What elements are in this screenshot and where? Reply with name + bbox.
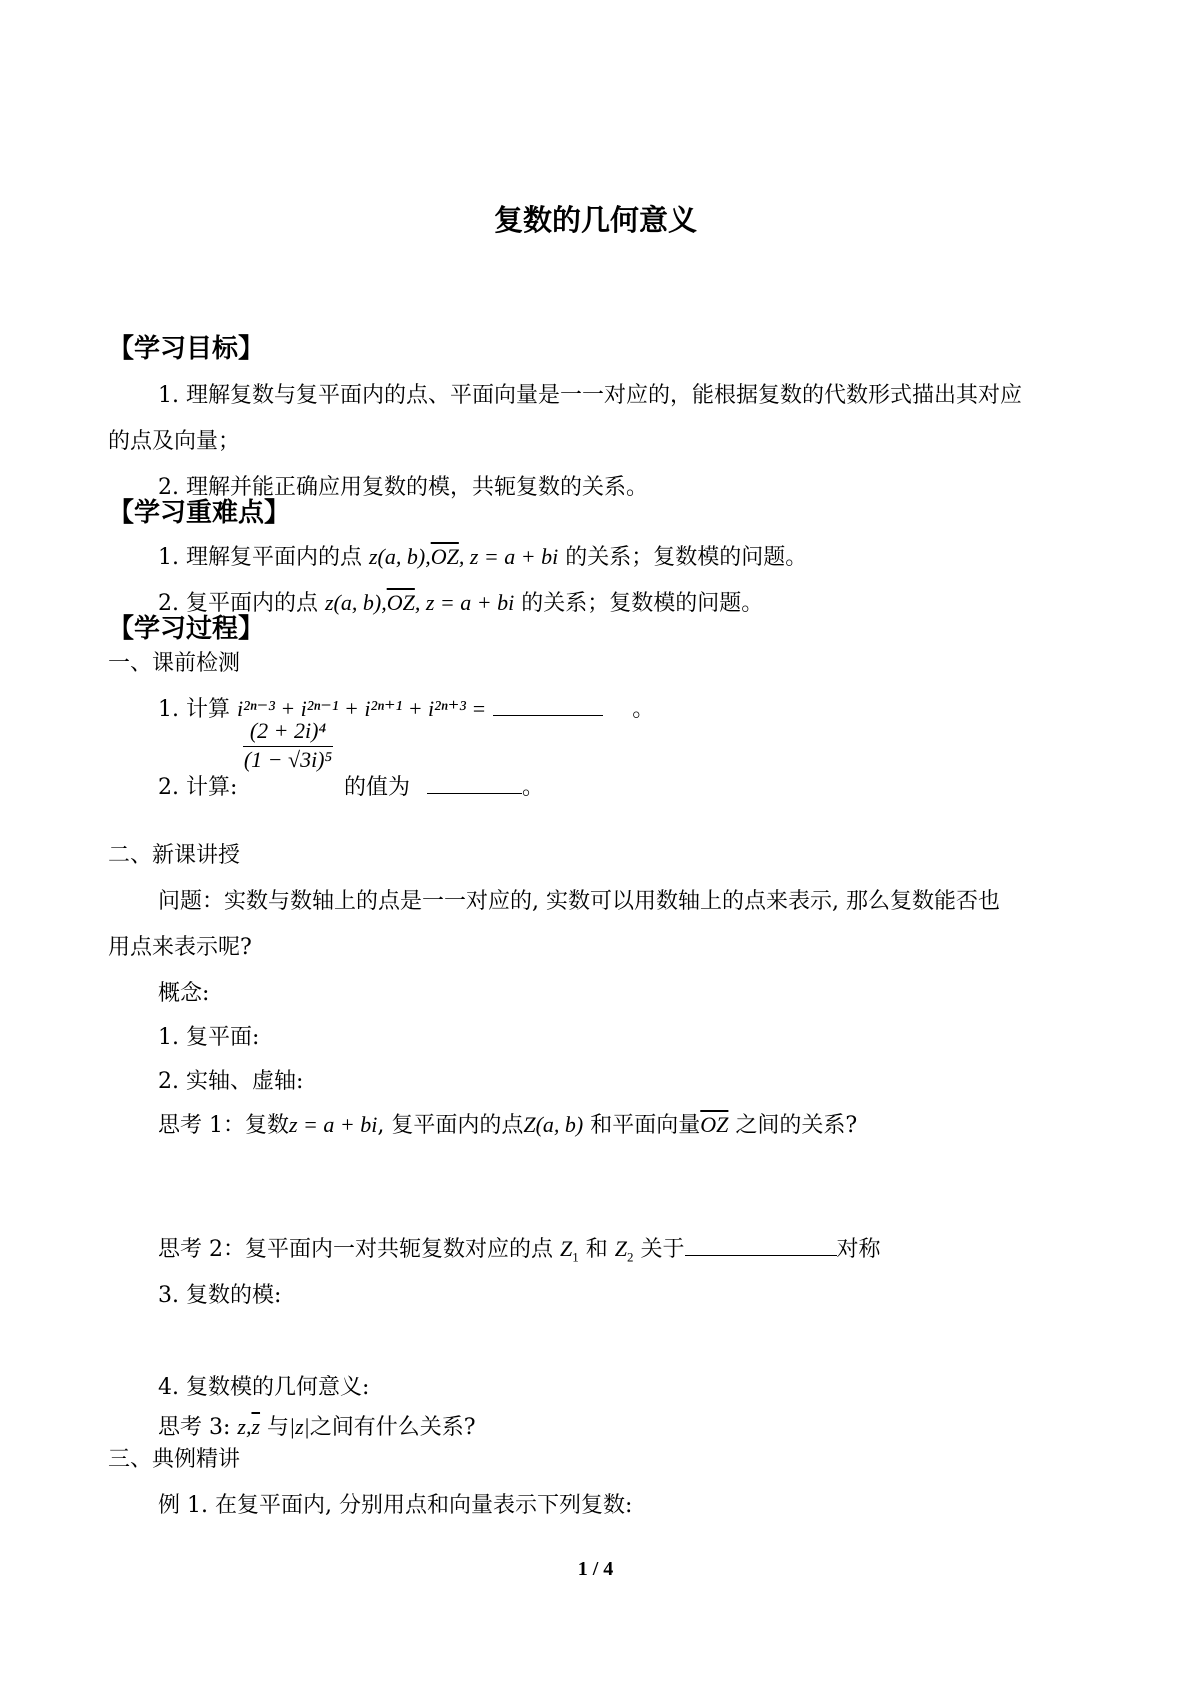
section-heading-process: 【学习过程】 (108, 614, 265, 644)
key-point-1-vector: $\overline{OZ}$ (430, 544, 459, 569)
concept-label: 概念: (158, 981, 210, 1006)
think-3-zbar: $\overline{z}$ (251, 1414, 261, 1439)
think-2 (158, 1232, 881, 1265)
part-2-heading: 二、新课讲授 (108, 843, 241, 868)
question-2-fraction (243, 718, 333, 773)
concept-1: 1. 复平面: (158, 1025, 260, 1050)
think-2-z1-sub: 1 (572, 1249, 579, 1265)
think-3-z: z, (237, 1414, 252, 1439)
key-point-1-prefix: 1. 理解复平面内的点 (158, 545, 362, 570)
key-point-1-suffix: 的关系；复数模的问题。 (565, 545, 808, 570)
question-1-answer-blank[interactable] (493, 693, 603, 716)
think-2-answer-blank[interactable] (685, 1233, 837, 1256)
think-2-z2 (614, 1236, 634, 1265)
question-2-answer-blank[interactable] (427, 771, 522, 794)
question-1-prefix: 1. 计算 (158, 697, 230, 722)
think-3-prefix: 思考 3: (158, 1415, 231, 1440)
page-title: 复数的几何意义 (493, 203, 697, 237)
think-1-prefix: 思考 1：复数 (158, 1113, 289, 1138)
concept-4: 4. 复数模的几何意义: (158, 1375, 370, 1400)
question-2-numerator: (2 + 2i)⁴ (243, 718, 333, 747)
think-1-vector: $\overline{OZ}$ (700, 1112, 729, 1137)
think-2-prefix: 思考 2：复平面内一对共轭复数对应的点 (158, 1237, 553, 1262)
goal-item-1-line1: 1. 理解复数与复平面内的点、平面向量是一一对应的，能根据复数的代数形式描出其对应 (158, 383, 1022, 408)
key-point-2-vector: $\overline{OZ}$ (386, 590, 415, 615)
think-3-and: 与 (267, 1415, 290, 1440)
think-2-z1 (560, 1236, 579, 1265)
question-text-line2: 用点来表示呢? (108, 935, 252, 960)
key-point-1-complex: , z = a + bi (458, 544, 559, 569)
goal-item-2: 2. 理解并能正确应用复数的模，共轭复数的关系。 (158, 475, 648, 500)
part-1-heading: 一、课前检测 (108, 651, 241, 676)
question-text-line1: 问题：实数与数轴上的点是一一对应的, 实数可以用数轴上的点来表示, 那么复数能否也 (158, 889, 1000, 914)
key-point-1 (158, 540, 807, 571)
key-point-2-complex: , z = a + bi (414, 590, 515, 615)
question-2-suffix (344, 770, 544, 801)
key-point-2-point: z(a, b), (324, 590, 387, 615)
section-heading-goals: 【学习目标】 (108, 334, 265, 364)
think-1-point: Z(a, b) (523, 1112, 584, 1137)
think-1-suffix: 之间的关系? (735, 1113, 858, 1138)
example-1: 例 1. 在复平面内, 分别用点和向量表示下列复数: (158, 1493, 633, 1518)
question-2-prefix: 2. 计算: (158, 775, 238, 800)
think-1 (158, 1108, 857, 1139)
think-3-suffix: 之间有什么关系? (309, 1415, 476, 1440)
key-point-2-prefix: 2. 复平面内的点 (158, 591, 318, 616)
think-2-z2-sub: 2 (627, 1249, 634, 1265)
section-heading-key-points: 【学习重难点】 (108, 498, 291, 528)
part-3-heading: 三、典例精讲 (108, 1447, 241, 1472)
think-1-mid2: 和平面向量 (590, 1113, 701, 1138)
key-point-2-suffix: 的关系；复数模的问题。 (521, 591, 764, 616)
question-1 (158, 692, 654, 723)
think-1-complex: z = a + bi (289, 1112, 378, 1137)
question-1-math: i²ⁿ⁻³ + i²ⁿ⁻¹ + i²ⁿ⁺¹ + i²ⁿ⁺³ = (236, 696, 487, 721)
question-2-denominator: (1 − √3i)⁵ (243, 747, 333, 772)
think-2-about: 关于 (640, 1237, 685, 1262)
key-point-1-point: z(a, b), (368, 544, 431, 569)
concept-2: 2. 实轴、虚轴: (158, 1069, 304, 1094)
question-2-suffix-a: 的值为 (344, 775, 411, 800)
think-2-z2-letter: Z (614, 1236, 628, 1261)
question-1-suffix: 。 (632, 697, 655, 722)
goal-item-1-line2: 的点及向量； (108, 429, 241, 454)
page-indicator: 1 / 4 (577, 1558, 614, 1580)
think-1-mid: , 复平面内的点 (377, 1113, 524, 1138)
think-2-suffix: 对称 (836, 1237, 881, 1262)
question-2-suffix-b: 。 (522, 775, 545, 800)
think-3 (158, 1410, 476, 1441)
concept-3: 3. 复数的模: (158, 1283, 282, 1308)
think-2-and: 和 (585, 1237, 608, 1262)
think-3-abs: |z| (289, 1414, 310, 1439)
think-2-z1-letter: Z (560, 1236, 573, 1261)
